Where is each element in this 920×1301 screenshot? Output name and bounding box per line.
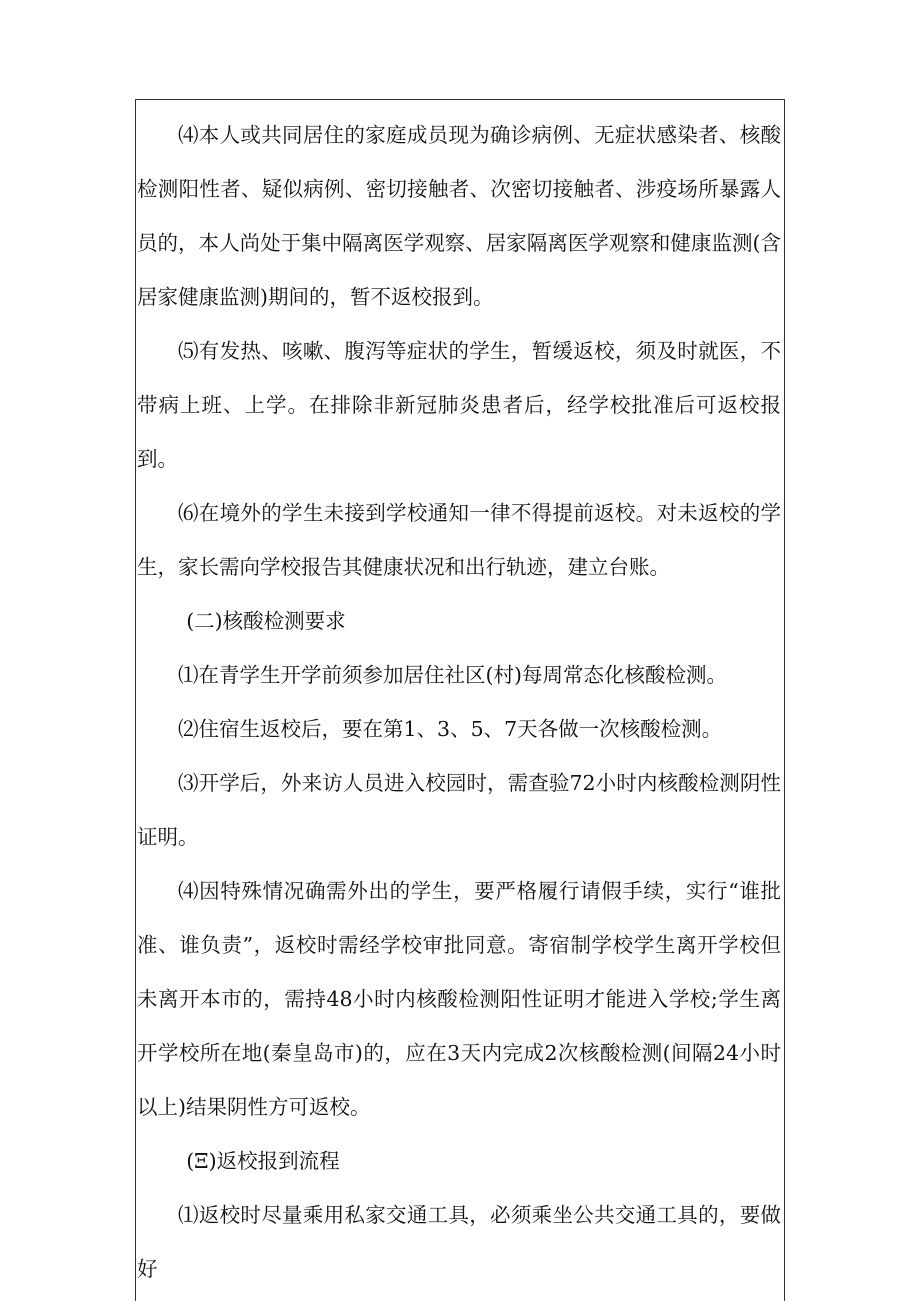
section-heading-return-process: (Ξ)返校报到流程: [186, 1149, 340, 1173]
paragraph-test-item-1: ⑴在青学生开学前须参加居住社区(村)每周常态化核酸检测。: [178, 663, 727, 687]
paragraph-test-item-4: ⑷因特殊情况确需外出的学生，要严格履行请假手续，实行“谁批准、谁负责”，返校时需经学校审批同意。寄宿制学校学生离开学校但未离开本市的，需持48小时内核酸检测阳性证明才能进入学校;学生离开学校所在地(秦皇岛市)的，应在3天内完成2次核酸检测(间隔24小时以上)结果阴性方可返校。: [137, 879, 781, 1119]
paragraph-item-6-overseas: ⑹在境外的学生未接到学校通知一律不得提前返校。对未返校的学生，家长需向学校报告其健康状况和出行轨迹，建立台账。: [137, 501, 781, 579]
section-heading-nucleic-test: (二)核酸检测要求: [186, 609, 346, 633]
document-body: [137, 108, 781, 1296]
paragraph-test-item-2: ⑵住宿生返校后，要在第1、3、5、7天各做一次核酸检测。: [178, 717, 723, 741]
paragraph-item-5-symptoms: ⑸有发热、咳嗽、腹泻等症状的学生，暂缓返校，须及时就医，不带病上班、上学。在排除非新冠肺炎患者后，经学校批准后可返校报到。: [137, 339, 781, 471]
paragraph-item-4-quarantine: ⑷本人或共同居住的家庭成员现为确诊病例、无症状感染者、核酸检测阳性者、疑似病例、密切接触者、次密切接触者、涉疫场所暴露人员的，本人尚处于集中隔离医学观察、居家隔离医学观察和健康监测(含居家健康监测)期间的，暂不返校报到。: [137, 123, 781, 309]
paragraph-process-item-1: ⑴返校时尽量乘用私家交通工具，必须乘坐公共交通工具的，要做好: [137, 1203, 781, 1281]
paragraph-test-item-3: ⑶开学后，外来访人员进入校园时，需查验72小时内核酸检测阴性证明。: [137, 771, 781, 849]
